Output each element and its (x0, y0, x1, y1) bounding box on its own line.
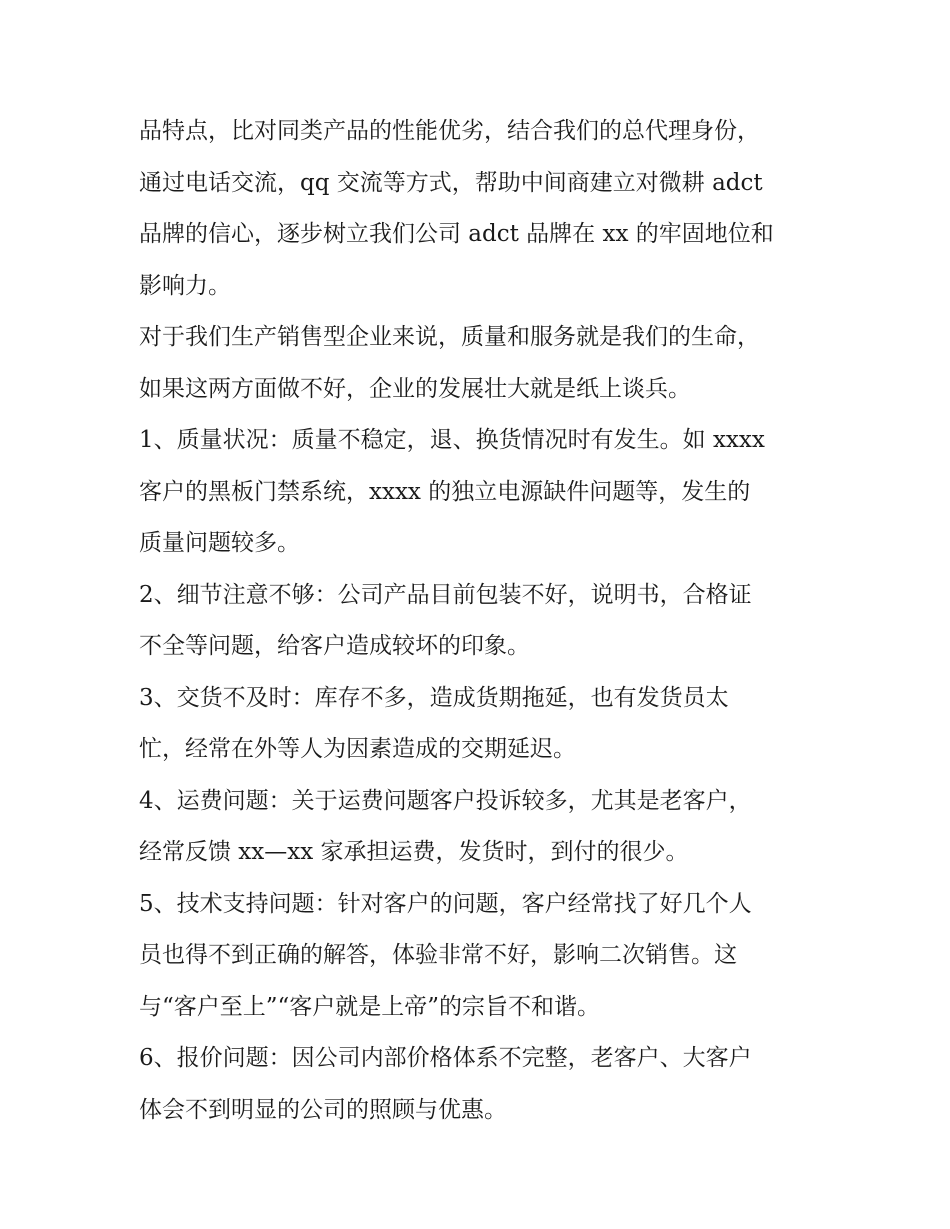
paragraph-item-5-tech-support (139, 879, 811, 1034)
paragraph-item-4-freight (139, 776, 811, 879)
paragraph-quality-service-intro (139, 312, 811, 415)
document-body (139, 106, 811, 1136)
text-line: 6、报价问题：因公司内部价格体系不完整，老客户、大客户 (139, 1045, 752, 1071)
text-line: 4、运费问题：关于运费问题客户投诉较多，尤其是老客户， (139, 787, 752, 814)
paragraph-product-promotion (139, 106, 811, 312)
text-line: 1、质量状况：质量不稳定，退、换货情况时有发生。如 xxxx (139, 427, 765, 453)
text-line: 3、交货不及时：库存不多，造成货期拖延，也有发货员太 (139, 684, 729, 711)
paragraph-item-3-delivery (139, 673, 811, 776)
text-line: 对于我们生产销售型企业来说，质量和服务就是我们的生命， (139, 324, 760, 350)
paragraph-item-6-pricing (139, 1033, 811, 1136)
paragraph-item-2-details (139, 570, 811, 673)
paragraph-item-1-quality (139, 415, 811, 570)
text-line: 如果这两方面做不好，企业的发展壮大就是纸上谈兵。 (139, 375, 691, 402)
text-line: 体会不到明显的公司的照顾与优惠。 (139, 1096, 507, 1123)
text-line: 不全等问题，给客户造成较坏的印象。 (139, 633, 530, 659)
text-line: 5、技术支持问题：针对客户的问题，客户经常找了好几个人 (139, 890, 752, 917)
text-line: 通过电话交流，qq 交流等方式，帮助中间商建立对微耕 adct (139, 169, 763, 196)
text-line: 经常反馈 xx—xx 家承担运费，发货时，到付的很少。 (139, 839, 689, 865)
text-line: 品牌的信心，逐步树立我们公司 adct 品牌在 xx 的牢固地位和 (139, 221, 774, 247)
text-line: 客户的黑板门禁系统，xxxx 的独立电源缺件问题等，发生的 (139, 478, 751, 505)
text-line: 2、细节注意不够：公司产品目前包装不好，说明书，合格证 (139, 581, 752, 608)
text-line: 与“客户至上”“客户就是上帝”的宗旨不和谐。 (139, 993, 601, 1020)
text-line: 质量问题较多。 (139, 530, 300, 556)
text-line: 影响力。 (139, 272, 231, 299)
text-line: 员也得不到正确的解答，体验非常不好，影响二次销售。这 (139, 942, 737, 968)
text-line: 忙，经常在外等人为因素造成的交期延迟。 (139, 736, 576, 762)
text-line: 品特点，比对同类产品的性能优劣，结合我们的总代理身份， (139, 118, 760, 144)
